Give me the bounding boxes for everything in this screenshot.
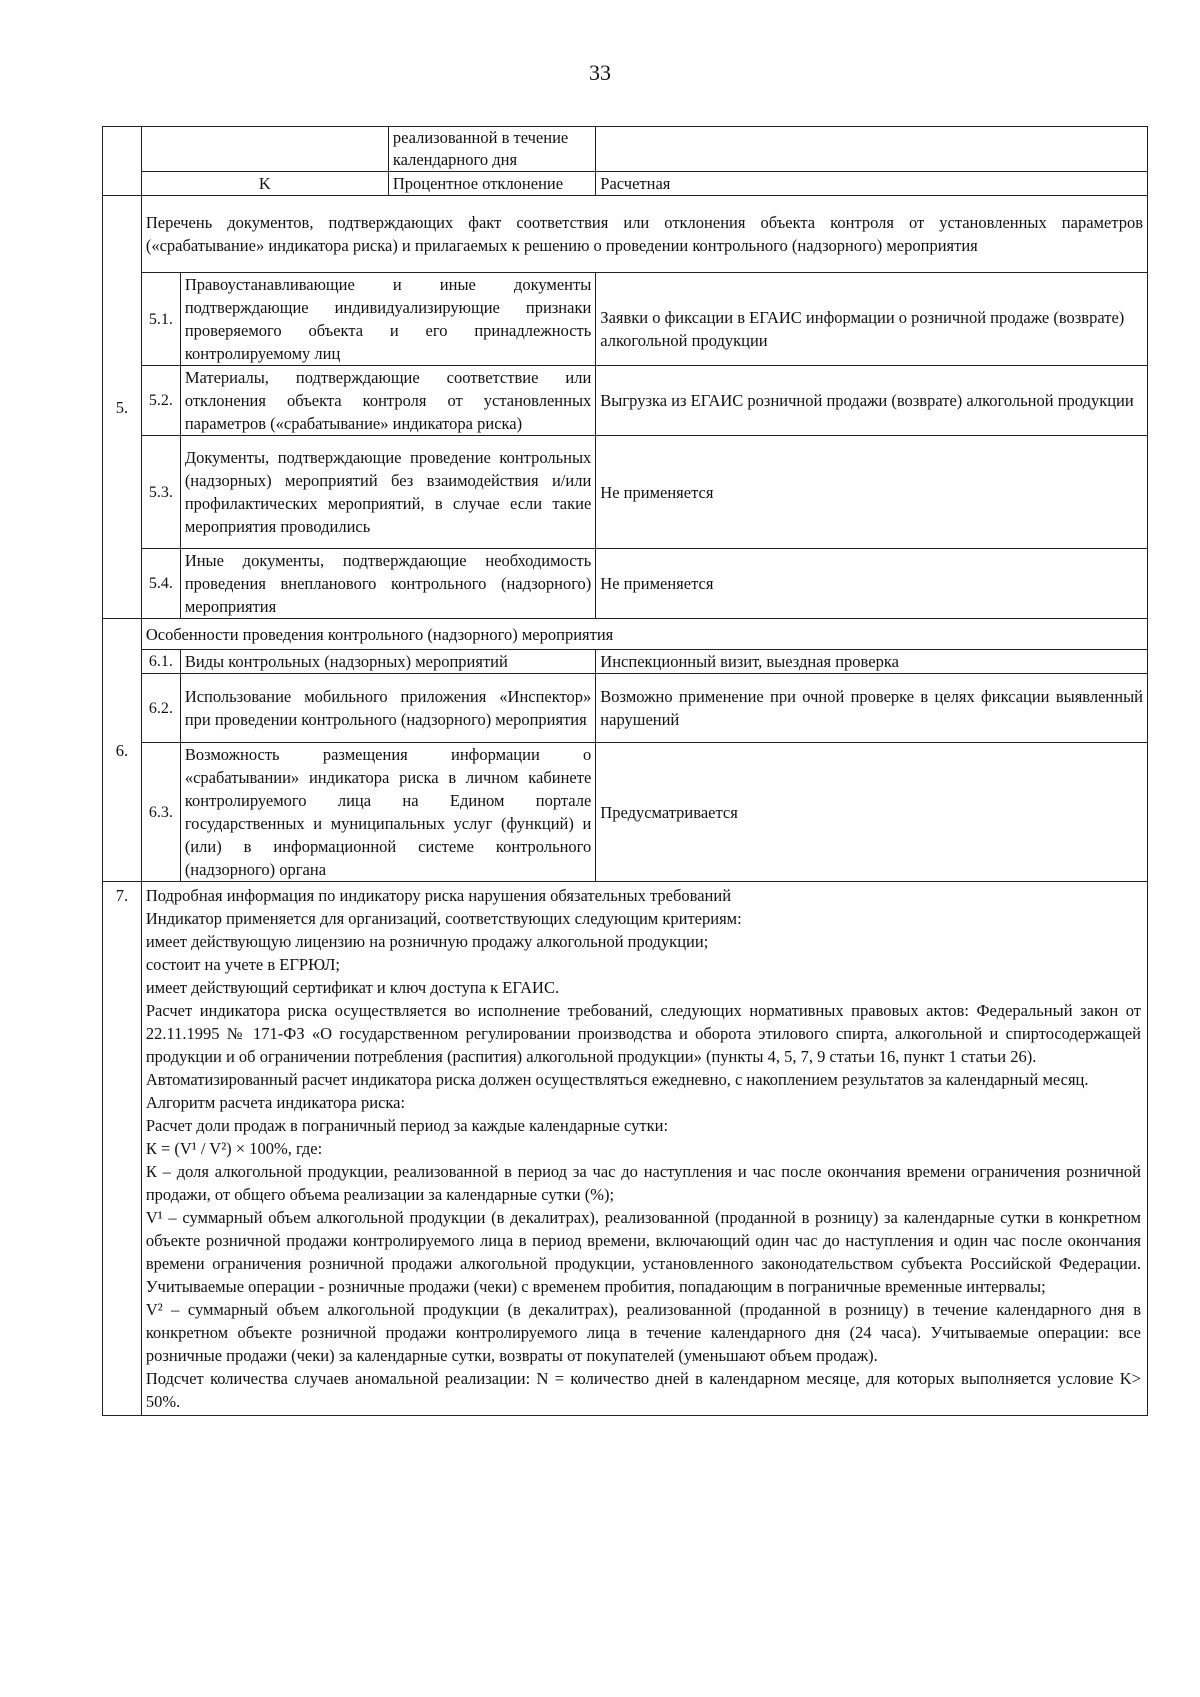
section-number: 7.: [103, 882, 142, 1416]
section-number: 5.: [103, 196, 142, 619]
indicator-type: Расчетная: [596, 172, 1148, 196]
table-row: [103, 366, 1148, 436]
detail-paragraph: имеет действующую лицензию на розничную продажу алкогольной продукции;: [145, 932, 709, 951]
item-right: Инспекционный визит, выездная проверка: [596, 650, 1148, 674]
detail-paragraph: К – доля алкогольной продукции, реализованной в период за час до наступления и час после окончания времени ограничения розничной продажи, от общего объема реализации за календарные сутки (%);: [145, 1162, 1141, 1204]
item-number: 5.4.: [141, 549, 180, 619]
item-right: Выгрузка из ЕГАИС розничной продажи (возврате) алкогольной продукции: [596, 366, 1148, 436]
section-7-details: [141, 882, 1147, 1416]
item-right: Не применяется: [596, 436, 1148, 549]
table-row: [103, 743, 1148, 882]
detail-paragraph: состоит на учете в ЕГРЮЛ;: [145, 955, 340, 974]
item-number: 5.3.: [141, 436, 180, 549]
section-7-row: [103, 882, 1148, 1416]
detail-paragraph: Расчет индикатора риска осуществляется во исполнение требований, следующих нормативных правовых актов: Федеральный закон от 22.11.1995 № 171-ФЗ «О государственном регулировании производства и оборота этилового спирта, алкогольной и спиртосодержащей продукции и об ограничении потребления (распития) алкогольной продукции» (пункты 4, 5, 7, 9 статьи 16, пункт 1 статьи 26).: [145, 1001, 1141, 1066]
item-left: Использование мобильного приложения «Инспектор» при проведении контрольного (надзорного) мероприятия: [180, 674, 595, 743]
detail-paragraph: Индикатор применяется для организаций, соответствующих следующим критериям:: [145, 909, 742, 928]
continuation-text: реализованной в течение календарного дня: [392, 128, 569, 169]
detail-paragraph: Подробная информация по индикатору риска нарушения обязательных требований: [145, 886, 732, 905]
item-left: Документы, подтверждающие проведение контрольных (надзорных) мероприятий без взаимодействия и/или профилактических мероприятий, в случае если такие мероприятия проводились: [180, 436, 595, 549]
item-right: Заявки о фиксации в ЕГАИС информации о розничной продаже (возврате) алкогольной продукции: [596, 273, 1148, 366]
detail-paragraph: Алгоритм расчета индикатора риска:: [145, 1093, 406, 1112]
indicator-symbol: K: [142, 172, 389, 195]
item-number: 5.1.: [141, 273, 180, 366]
detail-paragraph: Автоматизированный расчет индикатора риска должен осуществляться ежедневно, с накоплением результатов за календарный месяц.: [145, 1070, 1089, 1089]
detail-paragraph: Подсчет количества случаев аномальной реализации: N = количество дней в календарном месяце, для которых выполняется условие K> 50%.: [145, 1369, 1141, 1411]
item-left: Материалы, подтверждающие соответствие или отклонения объекта контроля от установленных параметров («срабатывание» индикатора риска): [180, 366, 595, 436]
table-row: [103, 172, 1148, 196]
page-number: 33: [589, 60, 611, 85]
detail-paragraph: V² – суммарный объем алкогольной продукции (в декалитрах), реализованной (проданной в розницу) в течение календарного дня в конкретном объекте розничной продажи контролируемого лица в течение календарного дня (24 часа). Учитываемые операции: все розничные продажи (чеки) за календарные сутки, возвраты от покупателей (уменьшают объем продаж).: [145, 1300, 1141, 1365]
item-number: 6.2.: [141, 674, 180, 743]
item-right: Возможно применение при очной проверке в целях фиксации выявленный нарушений: [596, 674, 1148, 743]
item-number: 6.3.: [141, 743, 180, 882]
table-row: [103, 273, 1148, 366]
detail-paragraph: Расчет доли продаж в пограничный период за каждые календарные сутки:: [145, 1116, 669, 1135]
item-left: Иные документы, подтверждающие необходимость проведения внепланового контрольного (надзорного) мероприятия: [180, 549, 595, 619]
item-left: Правоустанавливающие и иные документы подтверждающие индивидуализирующие признаки проверяемого объекта и его принадлежность контролируемому лиц: [180, 273, 595, 366]
item-right: Не применяется: [596, 549, 1148, 619]
item-left: Возможность размещения информации о «срабатывании» индикатора риска в личном кабинете контролируемого лица на Едином портале государственных и муниципальных услуг (функций) и (или) в информационной системе контрольного (надзорного) органа: [180, 743, 595, 882]
formula: К = (V¹ / V²) × 100%, где:: [145, 1139, 323, 1158]
detail-paragraph: V¹ – суммарный объем алкогольной продукции (в декалитрах), реализованной (проданной в розницу) за календарные сутки в конкретном объекте розничной продажи контролируемого лица в период времени, включающий один час до наступления и один час после окончания времени ограничения розничной продажи алкогольной продукции, установленного законодательством субъекта Российской Федерации. Учитываемые операции - розничные продажи (чеки) с временем пробития, попадающим в пограничные временные интервалы;: [145, 1208, 1141, 1296]
table-row: [103, 436, 1148, 549]
item-right: Предусматривается: [596, 743, 1148, 882]
section-header: Перечень документов, подтверждающих факт соответствия или отклонения объекта контроля от установленных параметров («срабатывание» индикатора риска) и прилагаемых к решению о проведении контрольного (надзорного) мероприятия: [141, 196, 1147, 273]
table-row: [103, 127, 1148, 172]
section-number: 6.: [103, 619, 142, 882]
indicator-name: Процентное отклонение: [392, 174, 564, 193]
item-left: Виды контрольных (надзорных) мероприятий: [180, 650, 595, 674]
detail-paragraph: имеет действующий сертификат и ключ доступа к ЕГАИС.: [145, 978, 560, 997]
table-row: [103, 674, 1148, 743]
section-5-header-row: [103, 196, 1148, 273]
item-number: 6.1.: [141, 650, 180, 674]
risk-indicator-table: [102, 126, 1148, 1416]
table-row: [103, 549, 1148, 619]
section-6-header-row: [103, 619, 1148, 650]
section-header: Особенности проведения контрольного (надзорного) мероприятия: [141, 619, 1147, 650]
item-number: 5.2.: [141, 366, 180, 436]
table-row: [103, 650, 1148, 674]
